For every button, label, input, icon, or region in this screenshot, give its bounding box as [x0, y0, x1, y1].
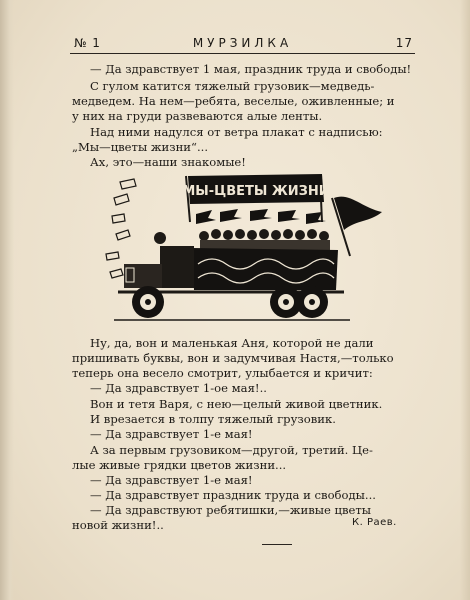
paragraph-crowd: И врезается в толпу тяжелый грузовик. — [90, 412, 336, 426]
banner-text: МЫ-ЦВЕТЫ ЖИЗНИ — [182, 184, 330, 199]
children — [199, 229, 330, 250]
paragraph-poster: „Мы—цветы жизни“... — [72, 140, 209, 154]
paragraph-closing: новой жизни!.. — [72, 518, 164, 532]
paragraph-cheer: — Да здравствует 1-ое мая!.. — [90, 381, 267, 395]
paragraph-cheer: — Да здравствует праздник труда и свободы... — [90, 488, 376, 502]
paragraph-trucks: лые живые грядки цветов жизни... — [72, 458, 287, 472]
paragraph-anya: пришивать буквы, вон и задумчивая Настя,—только — [72, 351, 394, 365]
page-edge-shadow — [460, 0, 470, 600]
magazine-title: МУРЗИЛКА — [192, 36, 293, 50]
page-number: 17 — [395, 36, 413, 50]
paragraph-trucks: А за первым грузовиком—другой, третий. Це- — [90, 443, 373, 457]
paragraph-truck: С гулом катится тяжелый грузовик—медведь- — [90, 79, 375, 93]
running-header — [70, 34, 415, 54]
paragraph-cheer: — Да здравствует 1 мая, праздник труда и свободы! — [90, 62, 412, 76]
paragraph-varya: Вон и тетя Варя, с нею—целый живой цветник. — [90, 397, 383, 411]
truck-illustration — [100, 168, 390, 328]
paragraph-poster: Над ними надулся от ветра плакат с надписью: — [90, 125, 383, 139]
paragraph-anya: Ну, да, вон и маленькая Аня, которой не дали — [90, 336, 374, 350]
page-spine-shadow — [0, 0, 14, 600]
issue-number: № 1 — [74, 36, 101, 50]
end-rule — [262, 544, 292, 545]
header-rule — [70, 53, 415, 54]
leaflets — [106, 179, 136, 278]
paragraph-truck: медведем. На нем—ребята, веселые, оживленные; и — [72, 94, 395, 108]
author-signature: К. Раев. — [352, 517, 397, 528]
paragraph-closing: — Да здравствуют ребятишки,—живые цветы — [90, 503, 372, 517]
paragraph-acquaintances: Ах, это—наши знакомые! — [90, 155, 246, 169]
paragraph-cheer: — Да здравствует 1-е мая! — [90, 427, 253, 441]
paragraph-anya: теперь она весело смотрит, улыбается и кричит: — [72, 366, 373, 380]
paragraph-truck: у них на груди развеваются алые ленты. — [72, 109, 323, 123]
paragraph-cheer: — Да здравствует 1-е мая! — [90, 473, 253, 487]
